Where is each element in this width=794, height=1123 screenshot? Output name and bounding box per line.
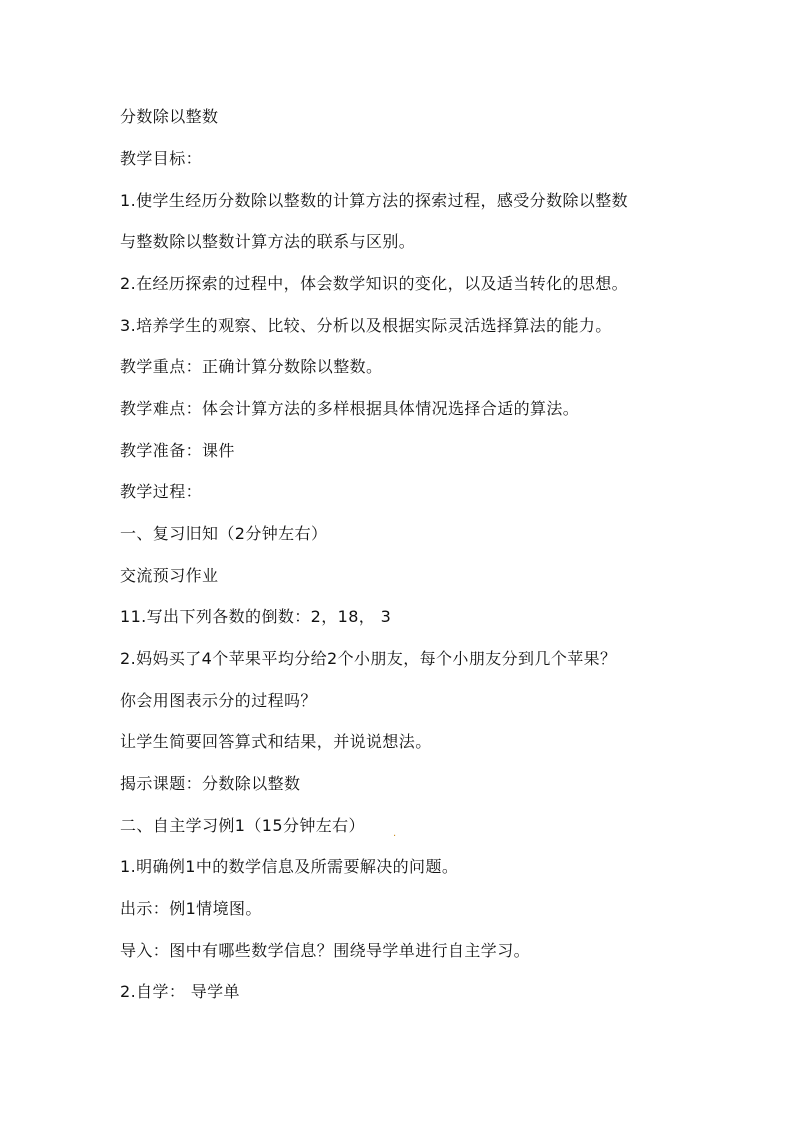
reveal-topic: 揭示课题：分数除以整数 — [120, 774, 301, 793]
section-heading-process: 教学过程： — [120, 482, 203, 501]
difficult-point: 教学难点：体会计算方法的多样根据具体情况选择合适的算法。 — [120, 399, 580, 418]
teaching-preparation: 教学准备：课件 — [120, 441, 235, 460]
exercise-apples: 2.妈妈买了4个苹果平均分给2个小朋友，每个小朋友分到几个苹果？ — [120, 649, 617, 668]
decorative-dot-mark: . — [393, 828, 397, 839]
objective-3: 3.培养学生的观察、比较、分析以及根据实际灵活选择算法的能力。 — [120, 316, 612, 335]
exercise-diagram-question: 你会用图表示分的过程吗？ — [120, 691, 317, 710]
exercise-reciprocals: 11.写出下列各数的倒数：2，18， 3 — [120, 607, 392, 626]
step-2-self-study: 2.自学： 导学单 — [120, 982, 240, 1001]
student-answer-instruction: 让学生简要回答算式和结果，并说说想法。 — [120, 732, 432, 751]
objective-1-line-1: 1.使学生经历分数除以整数的计算方法的探索过程，感受分数除以整数 — [120, 191, 629, 210]
document-title: 分数除以整数 — [120, 107, 219, 126]
introduction: 导入：图中有哪些数学信息？围绕导学单进行自主学习。 — [120, 941, 531, 960]
step-1: 1.明确例1中的数学信息及所需要解决的问题。 — [120, 857, 459, 876]
show-example: 出示：例1情境图。 — [120, 899, 262, 918]
objective-1-line-2: 与整数除以整数计算方法的联系与区别。 — [120, 232, 416, 251]
section-heading-objectives: 教学目标： — [120, 149, 203, 168]
preview-homework: 交流预习作业 — [120, 566, 219, 585]
part-1-heading: 一、复习旧知（2分钟左右） — [120, 524, 328, 543]
objective-2: 2.在经历探索的过程中，体会数学知识的变化，以及适当转化的思想。 — [120, 274, 629, 293]
part-2-heading: 二、自主学习例1（15分钟左右） — [120, 816, 365, 835]
key-point: 教学重点：正确计算分数除以整数。 — [120, 357, 383, 376]
